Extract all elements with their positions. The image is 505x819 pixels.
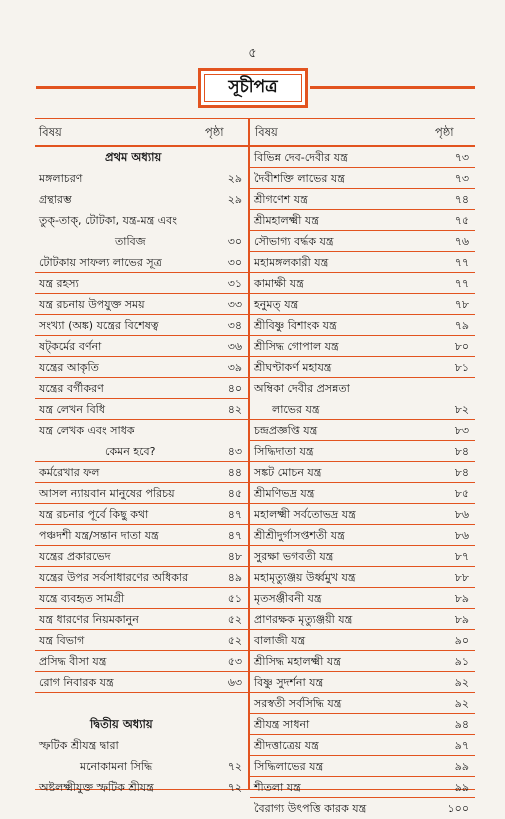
toc-entry bbox=[250, 231, 475, 252]
toc-entry-title: মহামৃত্যুঞ্জয় উর্ধ্বমুখ যন্ত্র bbox=[254, 571, 356, 584]
toc-entry bbox=[250, 672, 475, 693]
title-rule-left bbox=[36, 86, 196, 89]
toc-entry-page: ৮৭ bbox=[454, 550, 469, 563]
toc-entry-title: আসল ন্যায়বান মানুষের পরিচয় bbox=[39, 487, 175, 500]
toc-entry-page: ৮৬ bbox=[454, 529, 469, 542]
toc-entry-title: লাভের যন্ত্র bbox=[272, 403, 320, 416]
toc-entry-title: মহালক্ষ্মী সর্বতোভদ্র যন্ত্র bbox=[254, 508, 356, 521]
toc-entry-title: সুরক্ষা ভগবতী যন্ত্র bbox=[254, 550, 334, 563]
toc-entry-title: কামাক্ষী যন্ত্র bbox=[254, 277, 304, 290]
toc-entry-page: ৮৪ bbox=[454, 445, 469, 458]
right-header-page: পৃষ্ঠা bbox=[435, 125, 454, 139]
toc-entry-title: যন্ত্র রচনার পূর্বে কিছু কথা bbox=[39, 508, 149, 521]
toc-entry-title: সিদ্ধিলাভের যন্ত্র bbox=[254, 760, 324, 773]
left-header-subject: বিষয় bbox=[39, 125, 62, 139]
toc-entry bbox=[35, 525, 248, 546]
toc-entry bbox=[250, 315, 475, 336]
toc-entry-title: সংখ্যা (অঙ্ক) যন্ত্রের বিশেষত্ব bbox=[39, 319, 159, 332]
toc-entry-page: ৪৫ bbox=[227, 487, 242, 500]
toc-entry-page: ৭৬ bbox=[454, 235, 469, 248]
toc-entry bbox=[250, 147, 475, 168]
toc-entry-page: ৪৯ bbox=[227, 571, 242, 584]
toc-entry bbox=[250, 252, 475, 273]
toc-entry bbox=[250, 294, 475, 315]
toc-entry bbox=[250, 567, 475, 588]
toc-entry bbox=[35, 546, 248, 567]
toc-entry-title: যন্ত্র লেখন বিধি bbox=[39, 403, 105, 416]
toc-entry bbox=[250, 168, 475, 189]
toc-entry bbox=[35, 273, 248, 294]
toc-entry-title: যন্ত্রের বর্গীকরণ bbox=[39, 382, 104, 395]
toc-entry-title: শ্রীযন্ত্র সাধনা bbox=[254, 718, 310, 731]
toc-entry-page: ৯৭ bbox=[454, 739, 469, 752]
toc-entry-title: বৈরাগ্য উৎপত্তি কারক যন্ত্র bbox=[254, 802, 367, 815]
toc-entry bbox=[250, 420, 475, 441]
toc-entry-page: ৮২ bbox=[454, 403, 469, 416]
toc-entry-title: মহামঙ্গলকারী যন্ত্র bbox=[254, 256, 329, 269]
toc-entry bbox=[250, 504, 475, 525]
toc-entry-title: প্রসিদ্ধ বীসা যন্ত্র bbox=[39, 655, 107, 668]
toc-entry-title: যন্ত্রের প্রকারভেদ bbox=[39, 550, 111, 563]
toc-entry-page: ৩৬ bbox=[227, 340, 242, 353]
toc-entry bbox=[35, 441, 248, 462]
toc-entry bbox=[35, 357, 248, 378]
toc-entry-page: ৫১ bbox=[227, 592, 242, 605]
toc-entry bbox=[250, 651, 475, 672]
toc-entry-title: বালাজী যন্ত্র bbox=[254, 634, 306, 647]
toc-entry-page: ৯১ bbox=[454, 655, 469, 668]
toc-entry bbox=[35, 231, 248, 252]
toc-entry bbox=[35, 147, 248, 168]
toc-entry bbox=[35, 210, 248, 231]
toc-entry-page: ৮৪ bbox=[454, 466, 469, 479]
toc-entry-title: তুক্-তাক্, টোটকা, যন্ত্র-মন্ত্র এবং bbox=[39, 214, 177, 227]
toc-entry-page: ৪৭ bbox=[227, 508, 242, 521]
toc-entry-title: গ্রন্থারম্ভ bbox=[39, 193, 72, 206]
toc-entry bbox=[35, 378, 248, 399]
toc-entry-title: মনোকামনা সিদ্ধি bbox=[80, 760, 153, 773]
toc-entry-title: দৈবীশক্তি লাভের যন্ত্র bbox=[254, 172, 345, 185]
toc-entry-title: শ্রীগণেশ যন্ত্র bbox=[254, 193, 308, 206]
toc-entry bbox=[250, 798, 475, 819]
toc-entry bbox=[250, 483, 475, 504]
toc-entry bbox=[250, 525, 475, 546]
toc-entry-page: ৯৯ bbox=[454, 781, 469, 794]
toc-entry-page: ৫২ bbox=[227, 634, 242, 647]
toc-entry-title: যন্ত্রে ব্যবহৃত সামগ্রী bbox=[39, 592, 125, 605]
toc-entry-page: ৪৩ bbox=[227, 445, 242, 458]
toc-entry-title: সৌভাগ্য বর্দ্ধক যন্ত্র bbox=[254, 235, 334, 248]
toc-entry-page: ৮০ bbox=[454, 340, 469, 353]
toc-entry-title: টোটকায় সাফল্য লাভের সূত্র bbox=[39, 256, 162, 269]
toc-entry bbox=[250, 399, 475, 420]
toc-entry bbox=[35, 693, 248, 714]
toc-entry bbox=[250, 588, 475, 609]
toc-entry-title: স্ফটিক শ্রীযন্ত্র দ্বারা bbox=[39, 739, 119, 752]
toc-entry-page: ৮১ bbox=[454, 361, 469, 374]
toc-entry bbox=[250, 756, 475, 777]
toc-entry-page: ৪৪ bbox=[227, 466, 242, 479]
toc-entry bbox=[250, 210, 475, 231]
toc-entry-page: ৩০ bbox=[227, 256, 242, 269]
toc-entry-page: ৭৯ bbox=[454, 319, 469, 332]
toc-entry-title: বিষ্ণু সুদর্শনা যন্ত্র bbox=[254, 676, 324, 689]
toc-entry-title: শ্রীবিষ্ণু বিশাংক যন্ত্র bbox=[254, 319, 337, 332]
toc-entry bbox=[35, 252, 248, 273]
toc-entry-page: ৩৯ bbox=[227, 361, 242, 374]
toc-entry bbox=[35, 336, 248, 357]
toc-table bbox=[35, 118, 475, 815]
toc-entry-page: ৭৫ bbox=[454, 214, 469, 227]
toc-entry-title: প্রথম অধ্যায় bbox=[105, 150, 162, 164]
left-header-page: পৃষ্ঠা bbox=[205, 125, 224, 139]
toc-entry bbox=[250, 777, 475, 798]
toc-entry-page: ৩৪ bbox=[227, 319, 242, 332]
toc-entry bbox=[250, 630, 475, 651]
toc-entry-page: ৭৩ bbox=[454, 172, 469, 185]
toc-entry-title: হনুমত্ যন্ত্র bbox=[254, 298, 299, 311]
toc-entry-title: শ্রীমহালক্ষ্মী যন্ত্র bbox=[254, 214, 319, 227]
toc-entry bbox=[35, 672, 248, 693]
toc-entry-page: ৭৪ bbox=[454, 193, 469, 206]
toc-entry-title: প্রাণরক্ষক মৃত্যুঞ্জয়ী যন্ত্র bbox=[254, 613, 353, 626]
toc-entry-title: শীতলা যন্ত্র bbox=[254, 781, 301, 794]
toc-entry-title: শ্রীদত্তাত্রেয় যন্ত্র bbox=[254, 739, 319, 752]
toc-entry-page: ৯৪ bbox=[454, 718, 469, 731]
toc-entry-title: দ্বিতীয় অধ্যায় bbox=[90, 717, 153, 731]
toc-entry-page: ৬৩ bbox=[227, 676, 242, 689]
toc-entry-title: অষ্টলক্ষ্মীযুক্ত স্ফটিক শ্রীযন্ত্র bbox=[39, 781, 154, 794]
toc-entry-page: ২৯ bbox=[227, 172, 242, 185]
toc-entry-page: ৮৫ bbox=[454, 487, 469, 500]
toc-entry bbox=[250, 462, 475, 483]
toc-entry-page: ৯৯ bbox=[454, 760, 469, 773]
toc-entry bbox=[35, 168, 248, 189]
toc-entry bbox=[35, 651, 248, 672]
toc-entry bbox=[250, 693, 475, 714]
toc-entry-title: বিভিন্ন দেব-দেবীর যন্ত্র bbox=[254, 151, 348, 164]
toc-entry-page: ৯২ bbox=[454, 676, 469, 689]
toc-entry bbox=[250, 714, 475, 735]
toc-entry-page: ৩৩ bbox=[227, 298, 242, 311]
toc-entry-page: ৪০ bbox=[227, 382, 242, 395]
toc-entry-title: যন্ত্র ধারণের নিয়মকানুন bbox=[39, 613, 139, 626]
toc-entry-title: সরস্বতী সর্বসিদ্ধি যন্ত্র bbox=[254, 697, 342, 710]
toc-entry-page: ৭৮ bbox=[454, 298, 469, 311]
toc-entry-title: রোগ নিবারক যন্ত্র bbox=[39, 676, 114, 689]
toc-entry-page: ৯০ bbox=[454, 634, 469, 647]
toc-entry bbox=[35, 420, 248, 441]
toc-entry-title: অম্বিকা দেবীর প্রসন্নতা bbox=[254, 382, 350, 395]
toc-entry-title: যন্ত্র লেখক এবং সাধক bbox=[39, 424, 135, 437]
toc-entry bbox=[250, 441, 475, 462]
toc-entry-page: ৪৮ bbox=[227, 550, 242, 563]
page-title: সূচীপত্র bbox=[228, 77, 278, 97]
toc-entry-title: সঙ্কট মোচন যন্ত্র bbox=[254, 466, 322, 479]
toc-entry bbox=[250, 189, 475, 210]
toc-entry-title: শ্রীসিদ্ধ গোপাল যন্ত্র bbox=[254, 340, 339, 353]
toc-entry bbox=[250, 273, 475, 294]
title-box bbox=[198, 68, 308, 108]
toc-entry-title: যন্ত্র রচনায় উপযুক্ত সময় bbox=[39, 298, 145, 311]
toc-entry-page: ৫২ bbox=[227, 613, 242, 626]
toc-entry-title: পঞ্চদশী যন্ত্র/সন্তান দাতা যন্ত্র bbox=[39, 529, 159, 542]
toc-entry-page: ৭৭ bbox=[454, 277, 469, 290]
toc-entry-title: যন্ত্র রহস্য bbox=[39, 277, 79, 290]
toc-entry-title: শ্রীশ্রীদুর্গাসপ্তশতী যন্ত্র bbox=[254, 529, 345, 542]
toc-entry-title: তাবিজ bbox=[115, 235, 146, 248]
toc-entry-page: ৩০ bbox=[227, 235, 242, 248]
toc-entry-title: যন্ত্রের আকৃতি bbox=[39, 361, 99, 374]
toc-entry-title: শ্রীমণিভদ্র যন্ত্র bbox=[254, 487, 315, 500]
toc-entry bbox=[35, 399, 248, 420]
toc-entry-title: যন্ত্রের উপর সর্বসাধারণের অধিকার bbox=[39, 571, 189, 584]
right-header-subject: বিষয় bbox=[255, 125, 278, 139]
toc-entry-page: ৮৬ bbox=[454, 508, 469, 521]
toc-entry-title: মঙ্গলাচরণ bbox=[39, 172, 83, 185]
toc-entry bbox=[35, 777, 248, 798]
toc-entry-title: শ্রীঘণ্টাকর্ণ মহাযন্ত্র bbox=[254, 361, 332, 374]
toc-entry bbox=[35, 462, 248, 483]
toc-entry-page: ৭৭ bbox=[454, 256, 469, 269]
toc-entry-page: ২৯ bbox=[227, 193, 242, 206]
toc-entry-page: ৮৯ bbox=[454, 613, 469, 626]
toc-entry-page: ৭২ bbox=[227, 781, 242, 794]
toc-entry bbox=[35, 483, 248, 504]
title-rule-right bbox=[310, 86, 475, 89]
toc-entry-page: ৮৯ bbox=[454, 592, 469, 605]
toc-entry-page: ৮৩ bbox=[454, 424, 469, 437]
toc-entry bbox=[250, 609, 475, 630]
page-number: ৫ bbox=[248, 46, 257, 61]
toc-entry bbox=[250, 378, 475, 399]
toc-entry bbox=[250, 546, 475, 567]
toc-entry bbox=[35, 609, 248, 630]
toc-entry bbox=[35, 315, 248, 336]
toc-entry bbox=[35, 567, 248, 588]
toc-entry-page: ১০০ bbox=[447, 802, 469, 815]
toc-entry-page: ৪৭ bbox=[227, 529, 242, 542]
toc-entry-title: কেমন হবে? bbox=[105, 445, 156, 458]
toc-entry bbox=[35, 756, 248, 777]
toc-entry bbox=[35, 735, 248, 756]
toc-entry bbox=[35, 189, 248, 210]
toc-entry bbox=[35, 294, 248, 315]
toc-entry bbox=[35, 630, 248, 651]
toc-entry-page: ৭৩ bbox=[454, 151, 469, 164]
toc-entry bbox=[35, 588, 248, 609]
toc-entry-page: ৫৩ bbox=[227, 655, 242, 668]
toc-entry-title: যন্ত্র বিভাগ bbox=[39, 634, 85, 647]
toc-entry bbox=[250, 336, 475, 357]
toc-entry bbox=[35, 714, 248, 735]
toc-entry bbox=[250, 357, 475, 378]
toc-entry-title: চন্দ্রপ্রজ্ঞপ্তি যন্ত্র bbox=[254, 424, 318, 437]
toc-entry-page: ৪২ bbox=[227, 403, 242, 416]
toc-entry-title: মৃতসঞ্জীবনী যন্ত্র bbox=[254, 592, 322, 605]
toc-entry bbox=[35, 504, 248, 525]
toc-entry-title: কর্মরেখার ফল bbox=[39, 466, 100, 479]
toc-entry-title: ষট্‌কর্মের বর্ণনা bbox=[39, 340, 102, 353]
toc-entry-title: শ্রীসিদ্ধ মহালক্ষ্মী যন্ত্র bbox=[254, 655, 341, 668]
toc-entry bbox=[250, 735, 475, 756]
toc-entry-page: ৯২ bbox=[454, 697, 469, 710]
toc-entry-page: ৮৮ bbox=[454, 571, 469, 584]
toc-entry-title: সিদ্ধিদাতা যন্ত্র bbox=[254, 445, 314, 458]
toc-entry-page: ৩১ bbox=[227, 277, 242, 290]
toc-entry-page: ৭২ bbox=[227, 760, 242, 773]
